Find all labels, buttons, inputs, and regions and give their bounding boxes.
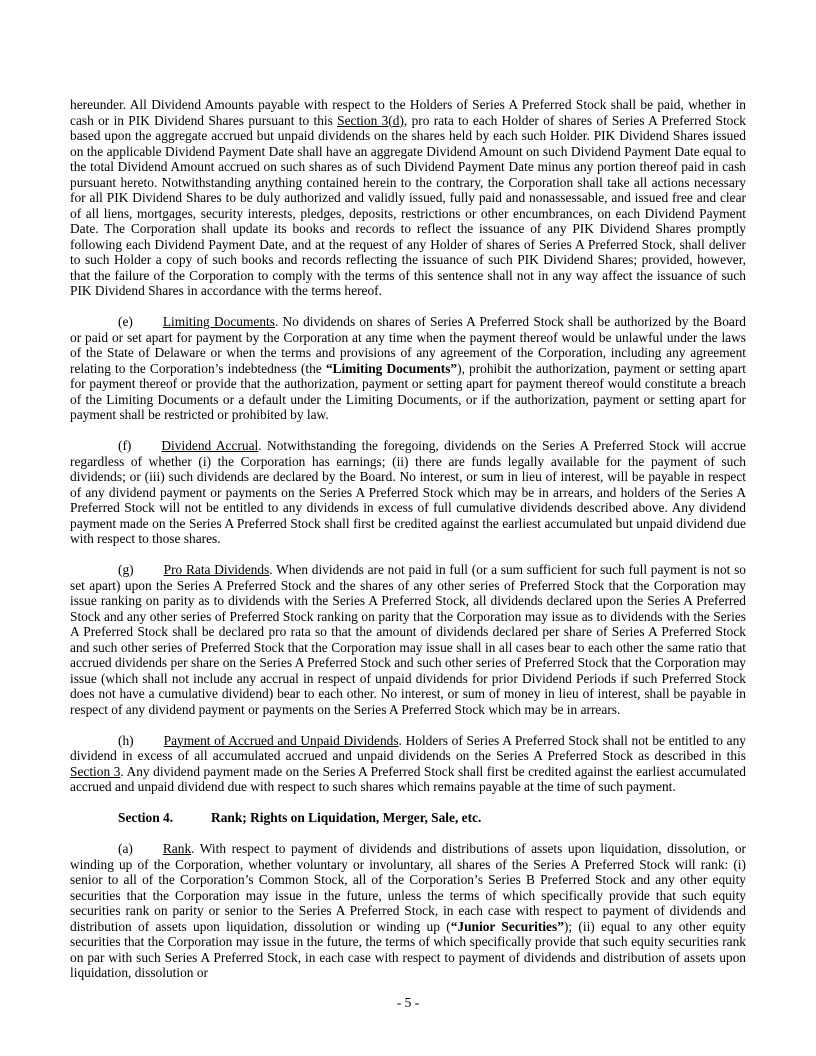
text-run: Section 3(d) xyxy=(337,112,404,128)
text-run: . With respect to payment of dividends and distributions of assets upon liquidation, dissolution, or winding up of the Corporation, whether voluntary or involuntary, all shares of the Series A Preferred Stock will rank: (i) senior to all of the Corporation’s Common Stock, all of the Corporation’s Series B Preferred Stock and any other equity securities that the Corporation may issue in the future, unless the terms of which specifically provide that such equity securities rank on parity or senior to the Series A Preferred Stock, in each case with respect to payment of dividends and distribution of assets upon liquidation, dissolution or winding up ( xyxy=(70,841,746,934)
text-run: . When dividends are not paid in full (or a sum sufficient for such full payment is not so set apart) upon the Series A Preferred Stock and the shares of any other series of Preferred Stock that the Corporation may issue ranking on parity as to dividends with the Series A Preferred Stock, all dividends declared upon the Series A Preferred Stock and any other series of Preferred Stock ranking on parity that the Corporation may issue as to dividends with the Series A Preferred Stock shall be declared pro rata so that the amount of dividends declared per share of Series A Preferred Stock and such other series of Preferred Stock that the Corporation may issue shall in all cases bear to each other the same ratio that accrued dividends per share on the Series A Preferred Stock and such other series of Preferred Stock that the Corporation may issue (which shall not include any accrual in respect of unpaid dividends for prior Dividend Periods if such Preferred Stock does not have a cumulative dividend) bear to each other. No interest, or sum of money in lieu of interest, shall be payable in respect of any dividend payment or payments on the Series A Preferred Stock which may be in arrears. xyxy=(70,562,746,717)
text-run: Rank xyxy=(162,841,192,856)
document-body xyxy=(70,97,746,981)
text-run: Dividend Accrual xyxy=(161,438,259,453)
paragraph-g-pro-rata-dividends xyxy=(70,562,746,717)
paragraph-h-payment-of-accrued-dividends xyxy=(70,733,746,795)
text-run: . Any dividend payment made on the Series A Preferred Stock shall first be credited against the earliest accumulated accrued and unpaid dividend due with respect to such shares which remains payable at the time of such payment. xyxy=(70,763,746,794)
text-run: (f) xyxy=(118,438,132,453)
text-run: Section 4. xyxy=(118,810,174,825)
paragraph-continuation xyxy=(70,97,746,299)
text-run: ); (ii) equal to any other equity securities that the Corporation may issue in the future, the terms of which specifically provide that such equity securities rank on par with such Series A Preferred Stock, in each case with respect to payment of dividends and distribution of assets upon liquidation, dissolution or xyxy=(70,918,746,980)
paragraph-e-limiting-documents xyxy=(70,314,746,423)
text-run: . No dividends on shares of Series A Preferred Stock shall be authorized by the Board or paid or set apart for payment by the Corporation at any time when the payment thereof would be unlawful under the laws of the State of Delaware or when the terms and provisions of any agreement of the Corporation, including any agreement relating to the Corporation’s indebtedness (the xyxy=(70,314,746,376)
text-run: Limiting Documents xyxy=(162,314,275,329)
text-run: Section 3 xyxy=(70,763,121,779)
paragraph-a-rank xyxy=(70,841,746,981)
text-run: (a) xyxy=(118,841,133,856)
text-run: Rank; Rights on Liquidation, Merger, Sale, etc. xyxy=(211,810,482,825)
text-run: (e) xyxy=(118,314,133,329)
text-run: ), prohibit the authorization, payment or setting apart for payment thereof or provide that the authorization, payment or setting apart for payment thereof would constitute a breach of the Limiting Documents or a default under the Limiting Documents, or if the authorization, payment or setting apart for payment shall be restricted or prohibited by law. xyxy=(70,360,746,422)
text-run: . Holders of Series A Preferred Stock shall not be entitled to any dividend in excess of all accumulated accrued and unpaid dividends on the Series A Preferred Stock as described in this xyxy=(70,732,746,763)
text-run: Pro Rata Dividends xyxy=(163,562,270,577)
text-run: Payment of Accrued and Unpaid Dividends xyxy=(163,732,399,748)
text-run: , pro rata to each Holder of shares of Series A Preferred Stock based upon the aggregate accrued but unpaid dividends on the shares held by each such Holder. PIK Dividend Shares issued on the applicable Dividend Payment Date shall have an aggregate Dividend Amount on such Dividend Payment Date equal to the total Dividend Amount accrued on such shares as of such Dividend Payment Date minus any portion thereof paid in cash pursuant hereto. Notwithstanding anything contained herein to the contrary, the Corporation shall take all actions necessary for all PIK Dividend Shares to be duly authorized and validly issued, fully paid and nonassessable, and issued free and clear of all liens, mortgages, security interests, pledges, deposits, restrictions or other encumbrances, on each Dividend Payment Date. The Corporation shall update its books and records to reflect the issuance of any PIK Dividend Shares promptly following each Dividend Payment Date, and at the request of any Holder of shares of Series A Preferred Stock, shall deliver to such Holder a copy of such books and records reflecting the issuance of such PIK Dividend Shares; provided, however, that the failure of the Corporation to comply with the terms of this sentence shall not in any way affect the issuance of such PIK Dividend Shares in accordance with the terms hereof. xyxy=(70,112,747,298)
section-4-heading xyxy=(70,810,746,826)
text-run: (h) xyxy=(118,732,134,748)
text-run: “Limiting Documents” xyxy=(325,360,458,376)
text-run: . Notwithstanding the foregoing, dividends on the Series A Preferred Stock will accrue regardless of whether (i) the Corporation has earnings; (ii) there are funds legally available for the payment of such dividends; or (iii) such dividends are declared by the Board. No interest, or sum in lieu of interest, will be payable in respect of any dividend payment or payments on the Series A Preferred Stock which may be in arrears, and holders of the Series A Preferred Stock will not be entitled to any dividends in excess of full cumulative dividends described above. Any dividend payment made on the Series A Preferred Stock shall first be credited against the earliest accumulated but unpaid dividend due with respect to those shares. xyxy=(70,438,746,546)
text-run: (g) xyxy=(118,562,134,577)
paragraph-f-dividend-accrual xyxy=(70,438,746,547)
text-run: hereunder. All Dividend Amounts payable with respect to the Holders of Series A Preferred Stock shall be paid, whether in cash or in PIK Dividend Shares pursuant to this xyxy=(70,97,746,128)
page-number: - 5 - xyxy=(396,994,420,1010)
text-run: “Junior Securities” xyxy=(450,918,564,934)
